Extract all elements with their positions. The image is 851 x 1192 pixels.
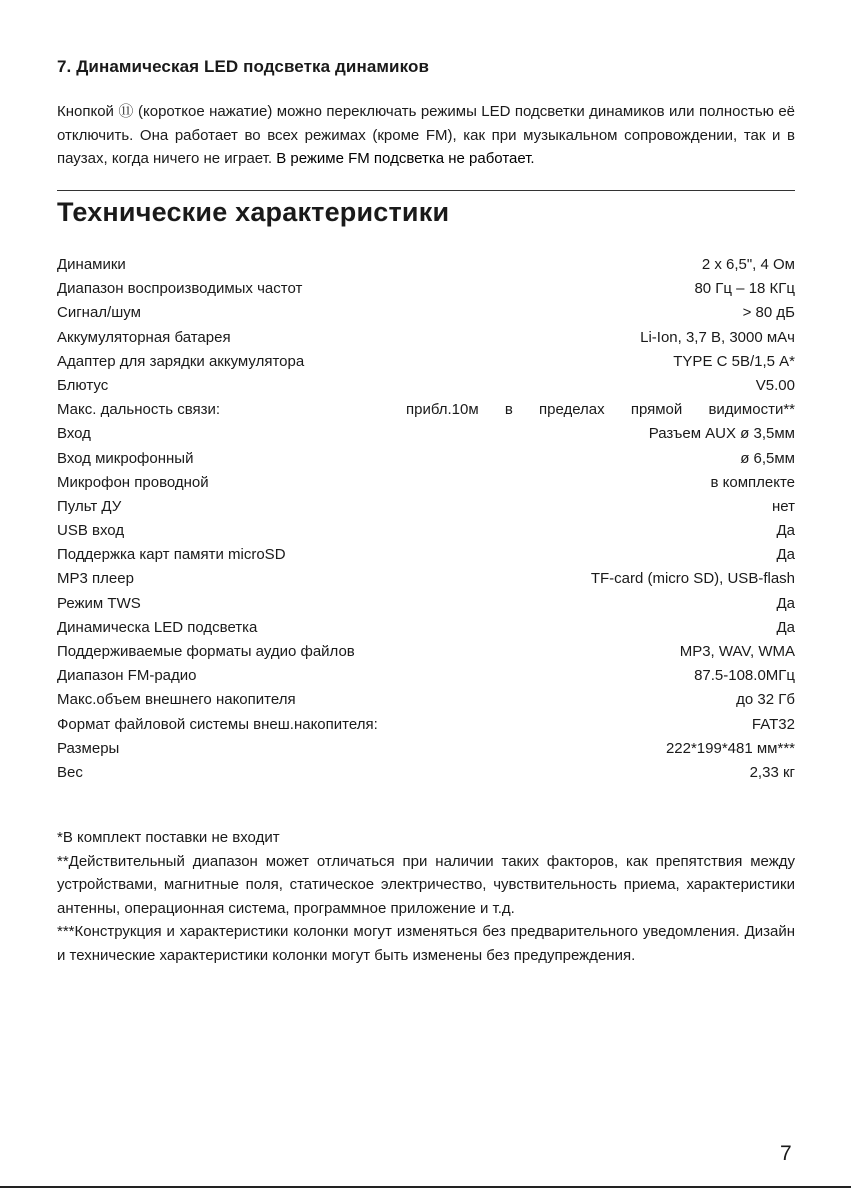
bottom-rule bbox=[0, 1186, 851, 1188]
spec-label: Режим TWS bbox=[57, 594, 141, 612]
spec-value: 2 x 6,5", 4 Ом bbox=[701, 256, 795, 273]
spec-label: Размеры bbox=[57, 739, 120, 757]
spec-value: TF-card (micro SD), USB-flash bbox=[590, 570, 795, 588]
spec-row bbox=[57, 567, 795, 591]
spec-label: Диапазон FM-радио bbox=[57, 667, 197, 685]
spec-row bbox=[57, 519, 795, 543]
spec-row bbox=[57, 664, 795, 688]
spec-row bbox=[57, 326, 795, 350]
spec-row bbox=[57, 398, 795, 422]
spec-label: Динамики bbox=[57, 256, 126, 273]
spec-row bbox=[57, 761, 795, 785]
specs-title: Технические характеристики bbox=[57, 197, 450, 227]
spec-row bbox=[57, 737, 795, 761]
spec-label: MP3 плеер bbox=[57, 570, 134, 588]
section-title: 7. Динамическая LED подсветка динамиков bbox=[57, 57, 430, 76]
spec-row bbox=[57, 592, 795, 616]
spec-row bbox=[57, 640, 795, 664]
spec-value: Да bbox=[776, 618, 795, 636]
spec-value: FAT32 bbox=[751, 715, 795, 733]
spec-label: Поддержка карт памяти microSD bbox=[57, 546, 286, 564]
specs-table bbox=[57, 253, 795, 785]
spec-value: Да bbox=[776, 522, 795, 540]
spec-label: Вход микрофонный bbox=[57, 449, 194, 467]
spec-value: 80 Гц – 18 КГц bbox=[694, 280, 795, 298]
spec-label: Микрофон проводной bbox=[57, 473, 209, 491]
spec-label: Динамическа LED подсветка bbox=[57, 618, 258, 636]
spec-row bbox=[57, 543, 795, 567]
section-intro bbox=[57, 100, 795, 171]
spec-row bbox=[57, 374, 795, 398]
footnote: **Действительный диапазон может отличаться при наличии таких факторов, как препятствия между устройствами, магнитные поля, статическое электричество, чувствительность приема, характеристики антенны, операционная система, программное приложение и т.д. bbox=[57, 852, 795, 917]
spec-label: Адаптер для зарядки аккумулятора bbox=[57, 352, 305, 370]
spec-label: Пульт ДУ bbox=[57, 497, 122, 515]
spec-row bbox=[57, 688, 795, 712]
spec-value: в комплекте bbox=[710, 473, 795, 491]
spec-label: Сигнал/шум bbox=[57, 304, 141, 322]
spec-row bbox=[57, 422, 795, 446]
spec-row bbox=[57, 495, 795, 519]
spec-value: 87.5-108.0МГц bbox=[694, 667, 795, 685]
footnote: *В комплект поставки не входит bbox=[57, 829, 280, 846]
spec-value: 222*199*481 мм*** bbox=[665, 739, 795, 757]
spec-row bbox=[57, 277, 795, 301]
spec-row bbox=[57, 713, 795, 737]
spec-value: ø 6,5мм bbox=[740, 449, 795, 467]
spec-value: Li-Ion, 3,7 В, 3000 мАч bbox=[640, 328, 795, 346]
spec-row bbox=[57, 616, 795, 640]
fm-warning: В режиме FM подсветка не работает. bbox=[276, 150, 535, 167]
spec-label: Аккумуляторная батарея bbox=[57, 328, 231, 346]
spec-value: TYPE C 5В/1,5 А* bbox=[673, 352, 795, 370]
footnote: ***Конструкция и характеристики колонки могут изменяться без предварительного уведомления. Дизайн и технические характеристики колонки могут быть изменены без предупреждения. bbox=[57, 923, 795, 964]
spec-label: Макс. дальность связи: bbox=[57, 401, 221, 419]
spec-row bbox=[57, 350, 795, 374]
spec-row bbox=[57, 447, 795, 471]
footnotes bbox=[57, 826, 795, 967]
intro-text: Кнопкой ⑪ (короткое нажатие) можно переключать режимы LED подсветки динамиков или полностью её отключить. Она работает во всех режимах (кроме FM), как при музыкальном сопровождении, так и в паузах, когда ничего не играет. bbox=[57, 103, 795, 167]
spec-label: Вес bbox=[57, 763, 83, 781]
spec-label: Вход bbox=[57, 425, 91, 443]
spec-row bbox=[57, 301, 795, 325]
spec-value: 2,33 кг bbox=[749, 763, 795, 781]
spec-value: Да bbox=[776, 546, 795, 564]
spec-label: Блютус bbox=[57, 376, 109, 394]
spec-value: > 80 дБ bbox=[742, 304, 795, 322]
spec-label: USB вход bbox=[57, 522, 125, 540]
spec-label: Макс.объем внешнего накопителя bbox=[57, 691, 296, 709]
spec-row bbox=[57, 253, 795, 277]
page-number: 7 bbox=[780, 1142, 792, 1165]
spec-label: Формат файловой системы внеш.накопителя: bbox=[57, 715, 378, 733]
spec-value: прибл.10м в пределах прямой видимости** bbox=[406, 401, 795, 419]
spec-value: Разъем AUX ø 3,5мм bbox=[648, 425, 795, 443]
spec-value: MP3, WAV, WMA bbox=[679, 643, 795, 660]
spec-value: V5.00 bbox=[755, 376, 795, 394]
spec-value: до 32 Гб bbox=[736, 691, 795, 709]
spec-label: Диапазон воспроизводимых частот bbox=[57, 280, 303, 298]
spec-label: Поддерживаемые форматы аудио файлов bbox=[57, 643, 355, 660]
spec-row bbox=[57, 471, 795, 495]
spec-value: нет bbox=[772, 497, 795, 515]
divider bbox=[57, 190, 795, 191]
spec-value: Да bbox=[776, 594, 795, 612]
